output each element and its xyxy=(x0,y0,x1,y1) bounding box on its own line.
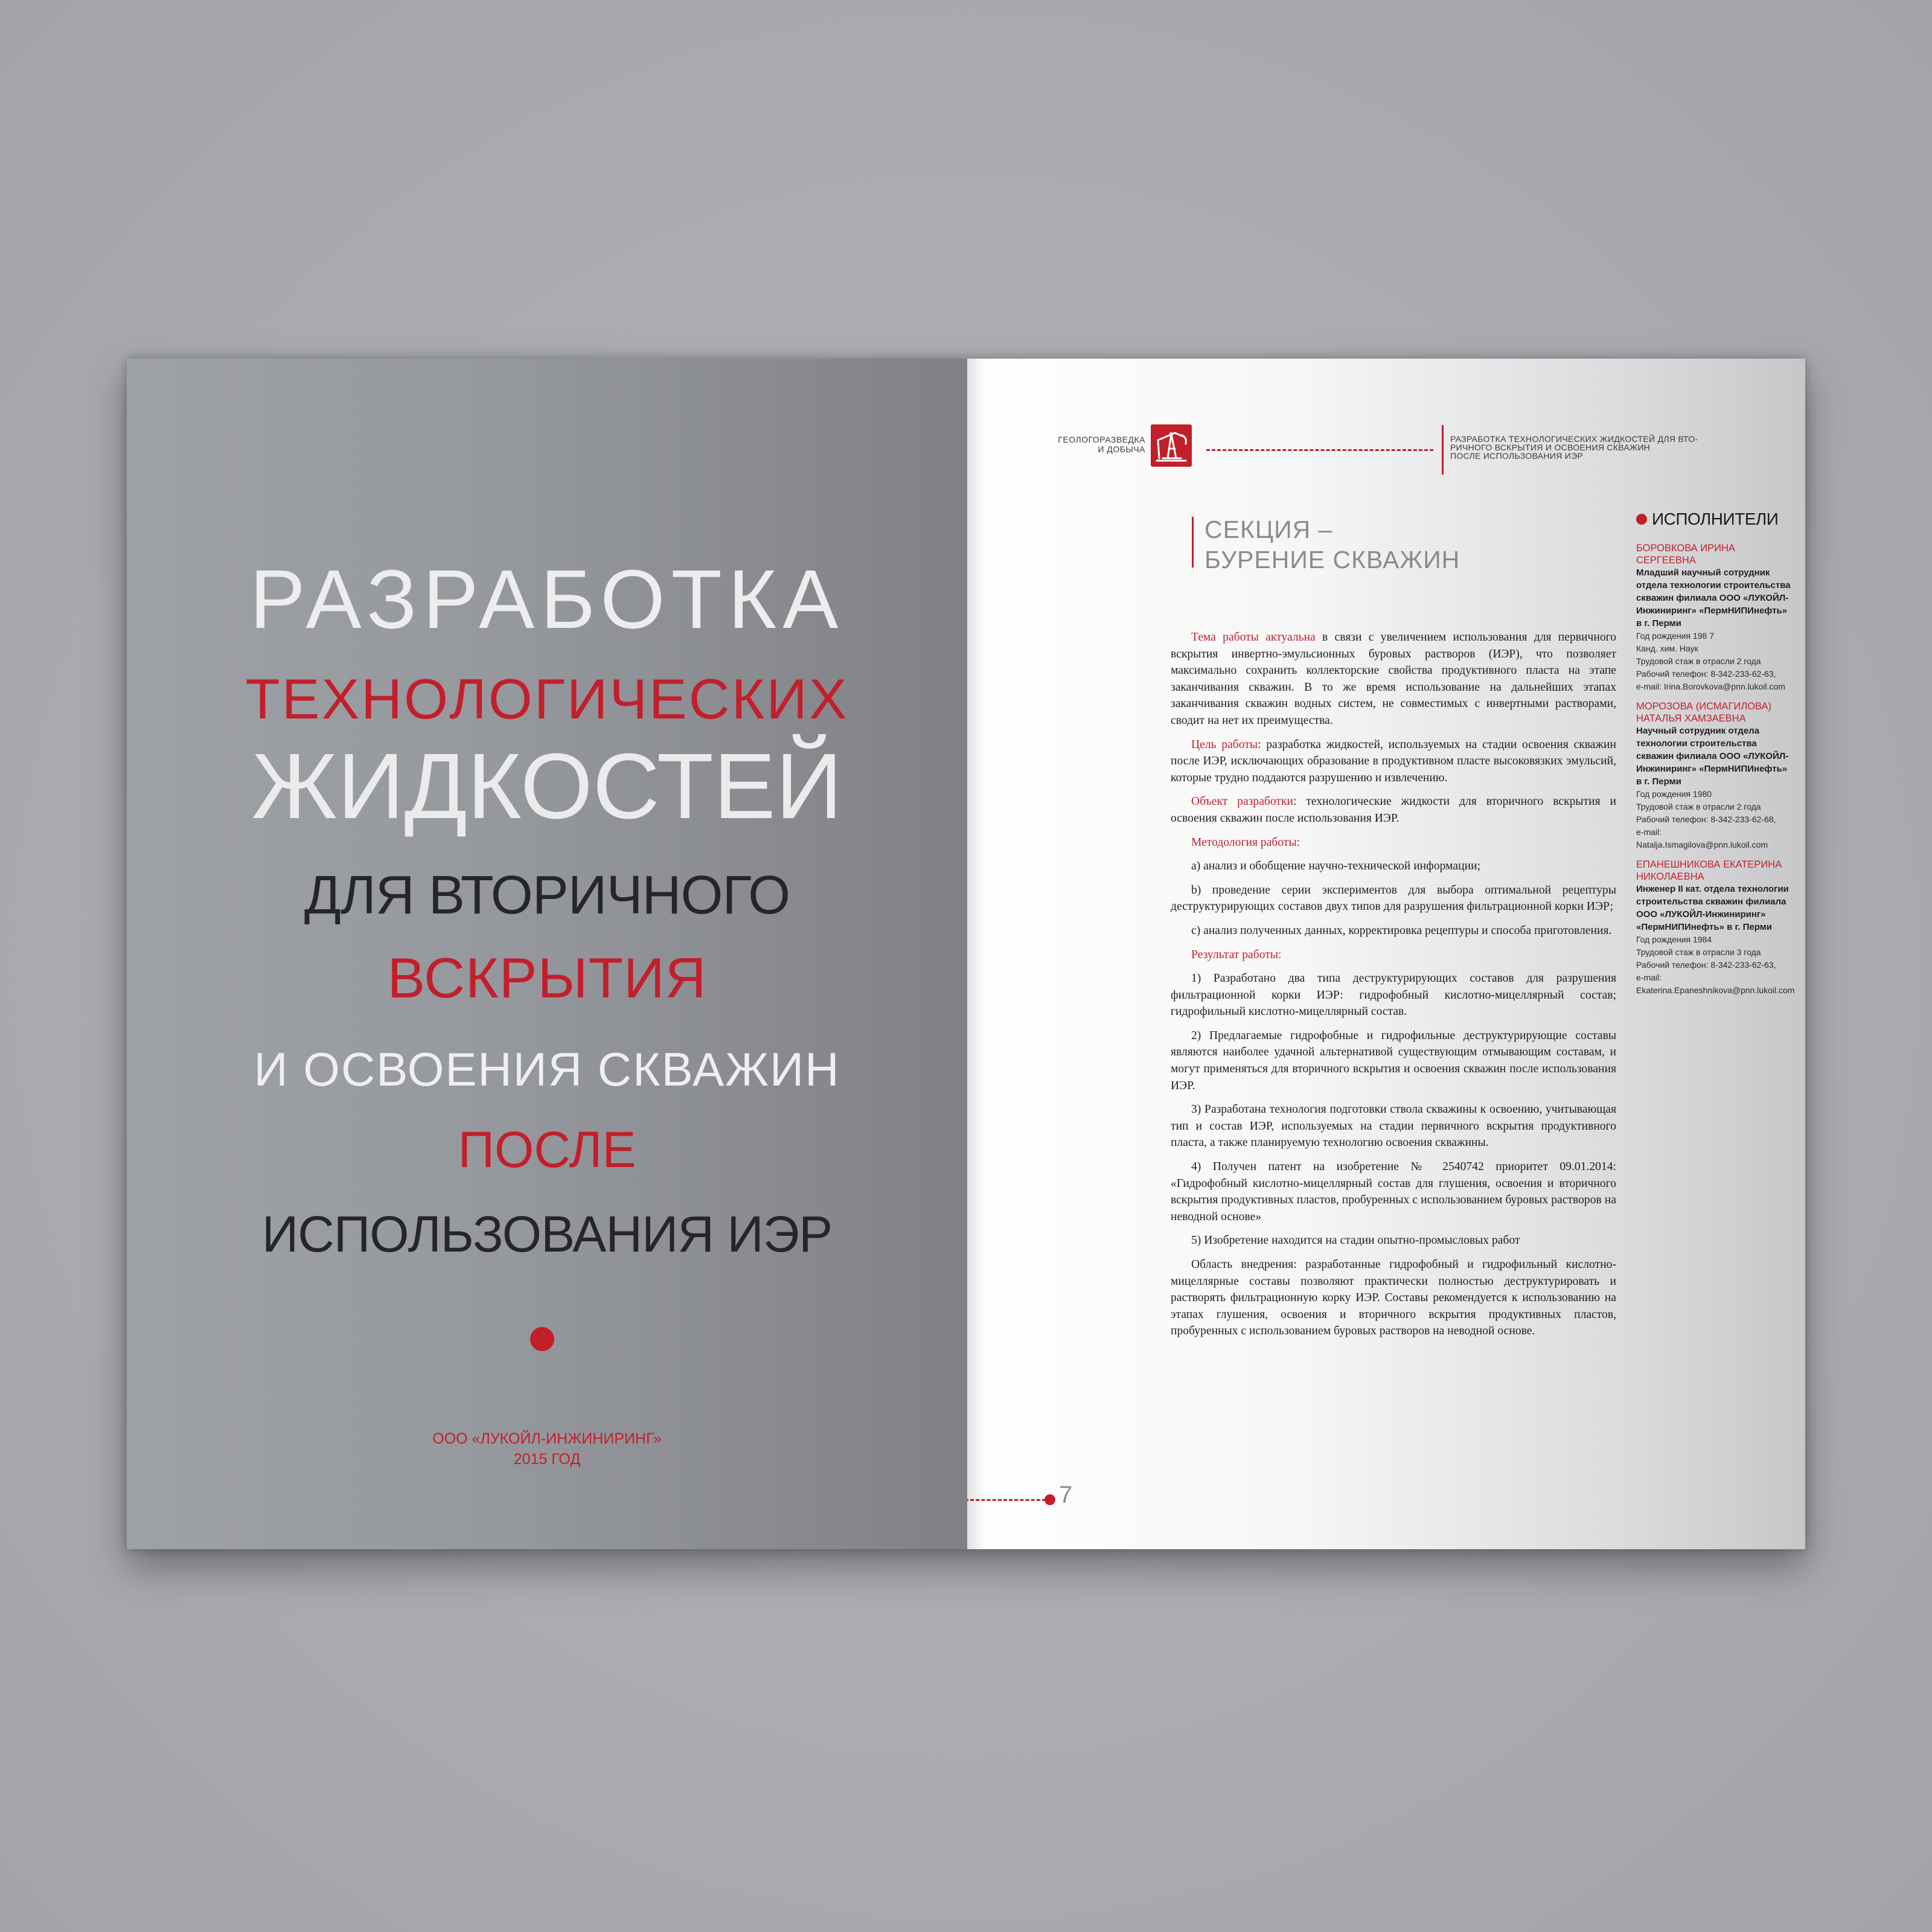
header-topic-line-1: РАЗРАБОТКА ТЕХНОЛОГИЧЕСКИХ ЖИДКОСТЕЙ ДЛЯ ВТО- xyxy=(1450,434,1698,444)
executor-email: e-mail: Natalja.Ismagilova@pnn.lukoil.com xyxy=(1636,827,1768,849)
executor-info: Трудовой стаж в отрасли 2 года xyxy=(1636,656,1761,666)
bullet-dot xyxy=(1636,514,1647,525)
result-item-2: 2) Предлагаемые гидрофобные и гидрофильные деструктурирующие составы являются наиболее удачной альтернативой существующим отмывающим составам, и могут применяться для вторичного вскрытия и освоения скважин после использования ИЭР. xyxy=(1171,1029,1616,1092)
page-number: 7 xyxy=(1059,1482,1073,1508)
executor-info: Рабочий телефон: 8-342-233-62-63, xyxy=(1636,960,1776,970)
results-heading: Результат работы: xyxy=(1191,948,1282,961)
method-item-c: c) анализ полученных данных, корректировка рецептуры и способа приготовления. xyxy=(1191,924,1612,937)
title-line-8: ИСПОЛЬЗОВАНИЯ ИЭР xyxy=(261,1206,833,1262)
title-line-2: ТЕХНОЛОГИЧЕСКИХ xyxy=(245,667,849,731)
title-line-6: И ОСВОЕНИЯ СКВАЖИН xyxy=(254,1043,840,1096)
executor-email: Ekaterina.Epaneshnikova@pnn.lukoil.com xyxy=(1636,985,1795,995)
publication-year: 2015 ГОД xyxy=(513,1451,581,1468)
spine-shadow xyxy=(967,359,985,1549)
executors-column xyxy=(1636,510,1793,1004)
executors-heading-text: ИСПОЛНИТЕЛИ xyxy=(1652,510,1779,528)
paragraph-object xyxy=(1171,793,1616,827)
paragraph-relevance xyxy=(1171,629,1616,729)
title-line-1: РАЗРАБОТКА xyxy=(249,553,845,646)
right-page-content xyxy=(967,359,1805,1549)
header-topic xyxy=(1450,435,1734,460)
result-item-3: 3) Разработана технология подготовки ствола скважины к освоению, учитывающая тип и состав ИЭР, используемых на стадии первичного вскрытия продуктивного пласта, а также планируемую технологию освоения скважины. xyxy=(1171,1103,1616,1150)
methodology-heading: Методология работы: xyxy=(1191,836,1300,849)
title-line-4: ДЛЯ ВТОРИЧНОГО xyxy=(304,865,790,926)
decorative-dot xyxy=(530,1327,554,1351)
section-bar xyxy=(1192,517,1194,568)
executor-info: Рабочий телефон: 8-342-233-62-68, xyxy=(1636,814,1776,824)
section-title xyxy=(1204,514,1460,575)
header-category xyxy=(1049,435,1145,454)
executor-info: Год рождения 1980 xyxy=(1636,789,1712,799)
paragraph-lead: Тема работы актуальна xyxy=(1191,631,1316,644)
paragraph-lead: Цель работы xyxy=(1191,738,1258,751)
executor-card xyxy=(1636,859,1793,997)
header-topic-line-2: РИЧНОГО ВСКРЫТИЯ И ОСВОЕНИЯ СКВАЖИН xyxy=(1450,443,1651,452)
executor-info: Канд. хим. Наук xyxy=(1636,644,1698,653)
executor-role: Младший научный сотрудник отдела технологии строительства скважин филиала ООО «ЛУКОЙЛ-Инжиниринг» «ПермНИПИнефть» в г. Перми xyxy=(1636,568,1791,629)
title-line-3: ЖИДКОСТЕЙ xyxy=(251,734,843,838)
paragraph-text: в связи с увеличением использования для первичного вскрытия инвертно-эмульсионных буровых растворов (ИЭР), что позволяет максимально сохранить коллекторские свойства продуктивного пласта на этапе заканчивания скважин. В то же время использование на дальнейших этапах заканчивания скважин водных систем, не совместимых с инвертными растворами, сводит на нет их преимущества. xyxy=(1171,631,1616,727)
executors-heading xyxy=(1636,510,1793,529)
brochure-spread xyxy=(127,359,1805,1549)
footer-dot xyxy=(1044,1494,1055,1505)
result-item-1: 1) Разработано два типа деструктурирующих составов для разрушения фильтрационной корки ИЭР: гидрофобный кислотно-мицеллярный состав; гидрофильный кислотно-мицеллярный состав. xyxy=(1171,972,1616,1019)
paragraph-goal xyxy=(1171,737,1616,787)
left-page-cover xyxy=(127,359,967,1549)
result-item-5: 5) Изобретение находится на стадии опытно-промысловых работ xyxy=(1191,1234,1520,1247)
executor-info: Год рождения 1984 xyxy=(1636,935,1712,944)
section-title-line-1: СЕКЦИЯ – xyxy=(1204,516,1333,543)
executor-card xyxy=(1636,700,1793,851)
section-title-line-2: БУРЕНИЕ СКВАЖИН xyxy=(1204,546,1460,574)
article-body xyxy=(1171,629,1616,1347)
header-divider xyxy=(1442,425,1444,475)
header-topic-line-3: ПОСЛЕ ИСПОЛЬЗОВАНИЯ ИЭР xyxy=(1450,451,1584,461)
title-line-7: ПОСЛЕ xyxy=(458,1121,636,1178)
executor-email: e-mail: Irina.Borovkova@pnn.lukoil.com xyxy=(1636,682,1785,691)
executor-card xyxy=(1636,542,1793,693)
executor-info: Год рождения 198 7 xyxy=(1636,631,1714,641)
executor-name: МОРОЗОВА (ИСМАГИЛОВА) НАТАЛЬЯ ХАМЗАЕВНА xyxy=(1636,701,1771,724)
company-name: ООО «ЛУКОЙЛ-ИНЖИНИРИНГ» xyxy=(432,1430,662,1447)
header-category-line-2: И ДОБЫЧА xyxy=(1098,444,1145,454)
executor-info: e-mail: xyxy=(1636,973,1662,982)
executor-role: Инженер II кат. отдела технологии строительства скважин филиала ООО «ЛУКОЙЛ-Инжиниринг» «ПермНИПИнефть» в г. Перми xyxy=(1636,884,1789,932)
method-item-b: b) проведение серии экспериментов для выбора оптимальной рецептуры деструктурирующих составов двух типов для разрушения фильтрационной корки ИЭР; xyxy=(1171,883,1616,913)
executor-info: Рабочий телефон: 8-342-233-62-63, xyxy=(1636,669,1776,679)
paragraph-text: : разработка жидкостей, используемых на стадии освоения скважин после ИЭР, исключающих образование в продуктивном пласте высоковязких эмульсий, которые трудно поддаются разрушению и извлечению. xyxy=(1171,738,1617,784)
oil-pump-jack-icon xyxy=(1151,424,1192,467)
paragraph-application: Область внедрения: разработанные гидрофобный и гидрофильный кислотно-мицеллярные составы позволяют практически полностью деструктурировать и растворять фильтрационную корку ИЭР. Составы рекомендуется к использованию на этапах глушения, освоения и вторичного вскрытия продуктивных пластов, пробуренных с использованием буровых растворов на неводной основе. xyxy=(1171,1258,1616,1338)
result-item-4: 4) Получен патент на изобретение № 2540742 приоритет 09.01.2014: «Гидрофобный кислотно-мицеллярный состав для глушения, освоения и вторичного вскрытия продуктивных пластов, пробуренных с использованием буровых растворов на неводной основе» xyxy=(1171,1160,1616,1223)
executor-name: БОРОВКОВА ИРИНА СЕРГЕЕВНА xyxy=(1636,543,1735,566)
method-item-a: а) анализ и обобщение научно-технической информации; xyxy=(1191,860,1481,873)
title-line-5: ВСКРЫТИЯ xyxy=(387,946,707,1009)
executor-role: Научный сотрудник отдела технологии строительства скважин филиала ООО «ЛУКОЙЛ-Инжиниринг» «ПермНИПИнефть» в г. Перми xyxy=(1636,726,1789,787)
executor-info: Трудовой стаж в отрасли 3 года xyxy=(1636,947,1761,957)
executor-name: ЕПАНЕШНИКОВА ЕКАТЕРИНА НИКОЛАЕВНА xyxy=(1636,859,1782,882)
executor-info: Трудовой стаж в отрасли 2 года xyxy=(1636,802,1761,811)
paragraph-lead: Объект разработки xyxy=(1191,795,1293,808)
header-dashed-line xyxy=(1206,449,1433,451)
header-category-line-1: ГЕОЛОГОРАЗВЕДКА xyxy=(1058,435,1145,444)
paragraph-text: : технологические жидкости для вторичного вскрытия и освоения скважин после использования ИЭР. xyxy=(1171,795,1616,825)
